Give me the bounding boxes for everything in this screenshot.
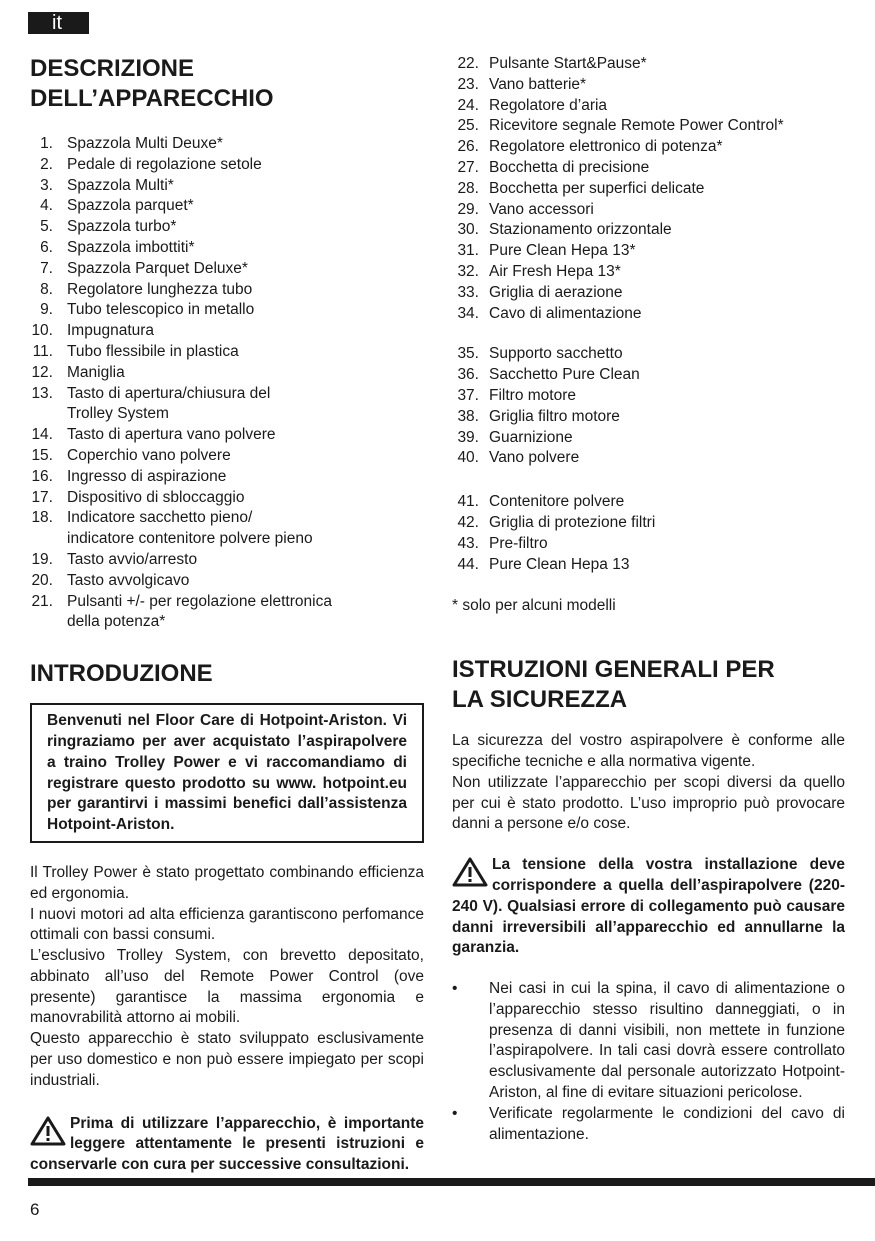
item-number: 26.: [457, 138, 479, 156]
item-number: 5.: [40, 218, 53, 236]
intro-title: INTRODUZIONE: [30, 660, 213, 688]
list-item: [452, 262, 845, 283]
warning-icon: [452, 857, 488, 887]
parts-list-right-c: [452, 492, 845, 575]
list-item: [452, 386, 845, 407]
list-item: [452, 137, 845, 158]
item-label: Impugnatura: [67, 322, 155, 340]
list-item: [452, 241, 845, 262]
item-label: Spazzola turbo*: [67, 218, 177, 236]
intro-warning: [30, 1114, 424, 1176]
intro-paragraph: Il Trolley Power è stato progettato combinando efficienza ed ergonomia.: [30, 863, 424, 902]
warning-icon: [30, 1116, 66, 1146]
item-label: Spazzola Parquet Deluxe*: [67, 259, 248, 277]
item-number: 9.: [40, 301, 53, 319]
item-number: 36.: [457, 366, 479, 384]
list-item: [30, 592, 424, 634]
item-number: 13.: [31, 384, 53, 402]
item-number: 42.: [457, 513, 479, 531]
list-item: [30, 425, 424, 446]
item-number: 7.: [40, 259, 53, 277]
list-item: [30, 259, 424, 280]
item-number: 25.: [457, 117, 479, 135]
safety-paragraph: Non utilizzate l’apparecchio per scopi diversi da quello per cui è stato prodotto. L’uso improprio può provocare danni a persone e/o cose.: [452, 773, 845, 833]
item-number: 41.: [457, 493, 479, 511]
list-item: [452, 492, 845, 513]
list-item: [30, 467, 424, 488]
item-label: Indicatore sacchetto pieno/ indicatore contenitore polvere pieno: [67, 509, 313, 548]
item-label: Spazzola Multi Deuxe*: [67, 135, 223, 152]
list-item: [30, 571, 424, 592]
item-number: 34.: [457, 304, 479, 322]
item-label: Regolatore d’aria: [489, 96, 608, 114]
item-number: 37.: [457, 386, 479, 404]
description-title: DESCRIZIONE DELL’APPARECCHIO: [30, 55, 274, 112]
list-item: [452, 534, 845, 555]
item-number: 15.: [31, 446, 53, 464]
item-label: Spazzola Multi*: [67, 176, 174, 194]
footnote: * solo per alcuni modelli: [452, 597, 616, 615]
item-label: Tasto di apertura/chiusura del Trolley System: [67, 384, 271, 423]
list-item: [452, 979, 845, 1104]
item-number: 39.: [457, 428, 479, 446]
list-item: [452, 407, 845, 428]
list-item: [452, 179, 845, 200]
item-label: Spazzola parquet*: [67, 197, 194, 215]
list-item: [452, 428, 845, 449]
item-number: 43.: [457, 534, 479, 552]
item-number: 23.: [457, 75, 479, 93]
item-number: 24.: [457, 96, 479, 114]
list-item: [30, 508, 424, 550]
item-number: 10.: [31, 322, 53, 340]
parts-list-right-a: [452, 54, 845, 324]
item-label: Regolatore lunghezza tubo: [67, 280, 253, 298]
item-label: Spazzola imbottiti*: [67, 238, 195, 256]
list-item: [30, 446, 424, 467]
item-label: Pedale di regolazione setole: [67, 155, 262, 173]
safety-title: ISTRUZIONI GENERALI PER LA SICUREZZA: [452, 656, 775, 714]
item-label: Tubo flessibile in plastica: [67, 342, 239, 360]
item-number: 1.: [40, 135, 53, 152]
list-item: [452, 200, 845, 221]
item-label: Pure Clean Hepa 13*: [489, 242, 636, 260]
footer-divider: [28, 1178, 875, 1186]
list-item: [452, 365, 845, 386]
item-number: 4.: [40, 197, 53, 215]
item-label: Coperchio vano polvere: [67, 446, 231, 464]
list-item: [30, 217, 424, 238]
item-number: 40.: [457, 449, 479, 467]
list-item: [30, 550, 424, 571]
item-number: 18.: [31, 509, 53, 527]
item-number: 12.: [31, 363, 53, 381]
list-item: [452, 116, 845, 137]
left-column: [30, 54, 424, 1176]
item-label: Vano polvere: [489, 449, 580, 467]
list-item: [452, 75, 845, 96]
language-tab: it: [28, 12, 89, 34]
item-number: 19.: [31, 550, 53, 568]
item-label: Regolatore elettronico di potenza*: [489, 138, 723, 156]
item-label: Tasto avvolgicavo: [67, 571, 190, 589]
item-number: 8.: [40, 280, 53, 298]
list-item: [30, 176, 424, 197]
item-label: Griglia filtro motore: [489, 407, 620, 425]
parts-list-right-b: [452, 344, 845, 469]
item-label: Air Fresh Hepa 13*: [489, 262, 621, 280]
item-number: 20.: [31, 571, 53, 589]
item-label: Stazionamento orizzontale: [489, 221, 672, 239]
item-number: 28.: [457, 179, 479, 197]
item-label: Pre-filtro: [489, 534, 548, 552]
item-number: 44.: [457, 555, 479, 573]
item-number: 21.: [31, 592, 53, 610]
item-label: Supporto sacchetto: [489, 345, 623, 363]
item-label: Ricevitore segnale Remote Power Control*: [489, 117, 784, 135]
list-item: [30, 134, 424, 155]
list-item: [452, 54, 845, 75]
bullet-marker: •: [452, 980, 458, 998]
item-number: 14.: [31, 426, 53, 444]
list-item: [452, 448, 845, 469]
item-label: Vano accessori: [489, 200, 594, 218]
item-number: 38.: [457, 407, 479, 425]
item-label: Dispositivo di sbloccaggio: [67, 488, 245, 506]
voltage-warning: [452, 855, 845, 959]
welcome-box: Benvenuti nel Floor Care di Hotpoint-Ariston. Vi ringraziamo per aver acquistato l’aspirapolvere a traino Trolley Power e vi raccomandiamo di registrare questo prodotto su www. hotpoint.eu per garantirvi i massimi benefici dall’assistenza Hotpoint-Ariston.: [30, 703, 424, 843]
item-label: Tasto di apertura vano polvere: [67, 426, 276, 444]
intro-warning-text: Prima di utilizzare l’apparecchio, è importante leggere attentamente le presenti istruzioni e conservarle con cura per successive consultazioni.: [30, 1114, 424, 1174]
item-number: 16.: [31, 467, 53, 485]
item-label: Pulsante Start&Pause*: [489, 55, 647, 72]
item-label: Ingresso di aspirazione: [67, 467, 227, 485]
intro-paragraph: I nuovi motori ad alta efficienza garantiscono perfomance ottimali con bassi consumi.: [30, 905, 424, 944]
item-number: 35.: [457, 345, 479, 363]
item-number: 22.: [457, 55, 479, 72]
bullet-marker: •: [452, 1104, 458, 1122]
voltage-warning-text: La tensione della vostra installazione deve corrispondere a quella dell’aspirapolvere (220-240 V). Qualsiasi errore di collegamento può causare danni irreversibili all’apparecchio ed annullarne la garanzia.: [452, 856, 845, 957]
item-label: Pure Clean Hepa 13: [489, 555, 630, 573]
bullet-text: Verificate regolarmente le condizioni del cavo di alimentazione.: [489, 1104, 845, 1143]
item-number: 27.: [457, 158, 479, 176]
item-number: 29.: [457, 200, 479, 218]
item-label: Sacchetto Pure Clean: [489, 366, 640, 384]
safety-paragraph: La sicurezza del vostro aspirapolvere è conforme alle specifiche tecniche e alla normativa vigente.: [452, 732, 845, 770]
item-label: Griglia di aerazione: [489, 283, 623, 301]
list-item: [452, 304, 845, 325]
item-number: 32.: [457, 262, 479, 280]
list-item: [452, 158, 845, 179]
list-item: [30, 342, 424, 363]
list-item: [452, 283, 845, 304]
item-label: Griglia di protezione filtri: [489, 513, 656, 531]
list-item: [452, 220, 845, 241]
item-label: Pulsanti +/- per regolazione elettronica della potenza*: [67, 592, 332, 631]
item-number: 31.: [457, 242, 479, 260]
list-item: [452, 1104, 845, 1146]
item-label: Bocchetta di precisione: [489, 158, 650, 176]
item-label: Guarnizione: [489, 428, 573, 446]
item-label: Tubo telescopico in metallo: [67, 301, 255, 319]
list-item: [30, 238, 424, 259]
item-label: Filtro motore: [489, 386, 576, 404]
page-number: 6: [30, 1200, 40, 1219]
list-item: [30, 280, 424, 301]
item-number: 33.: [457, 283, 479, 301]
right-column: [452, 54, 845, 1145]
list-item: [30, 488, 424, 509]
intro-paragraph: L’esclusivo Trolley System, con brevetto depositato, abbinato all’uso del Remote Power Control (ove presente) garantisce la massima ergonomia e manovrabilità attorno ai mobili.: [30, 947, 424, 1027]
list-item: [30, 155, 424, 176]
list-item: [452, 555, 845, 576]
item-number: 2.: [40, 155, 53, 173]
list-item: [30, 300, 424, 321]
list-item: [30, 363, 424, 384]
item-label: Contenitore polvere: [489, 493, 625, 511]
item-label: Maniglia: [67, 363, 125, 381]
parts-list-left: [30, 134, 424, 633]
list-item: [30, 321, 424, 342]
list-item: [30, 384, 424, 426]
list-item: [30, 196, 424, 217]
item-number: 3.: [40, 176, 53, 194]
item-number: 17.: [31, 488, 53, 506]
bullet-text: Nei casi in cui la spina, il cavo di alimentazione o l’apparecchio stesso risultino danneggiati, o in presenza di danni visibili, non mettete in funzione l’aspirapolvere. In tali casi dovrà essere controllato esclusivamente dal personale autorizzato Hotpoint-Ariston, al fine di evitare situazioni pericolose.: [489, 980, 845, 1102]
item-number: 6.: [40, 238, 53, 256]
item-label: Cavo di alimentazione: [489, 304, 642, 322]
intro-paragraph: Questo apparecchio è stato sviluppato esclusivamente per uso domestico e non può essere impiegato per scopi industriali.: [30, 1030, 424, 1089]
safety-bullets: [452, 979, 845, 1145]
list-item: [452, 96, 845, 117]
item-label: Vano batterie*: [489, 75, 587, 93]
item-label: Bocchetta per superfici delicate: [489, 179, 705, 197]
item-number: 30.: [457, 221, 479, 239]
list-item: [452, 513, 845, 534]
item-number: 11.: [32, 342, 53, 360]
item-label: Tasto avvio/arresto: [67, 550, 198, 568]
list-item: [452, 344, 845, 365]
